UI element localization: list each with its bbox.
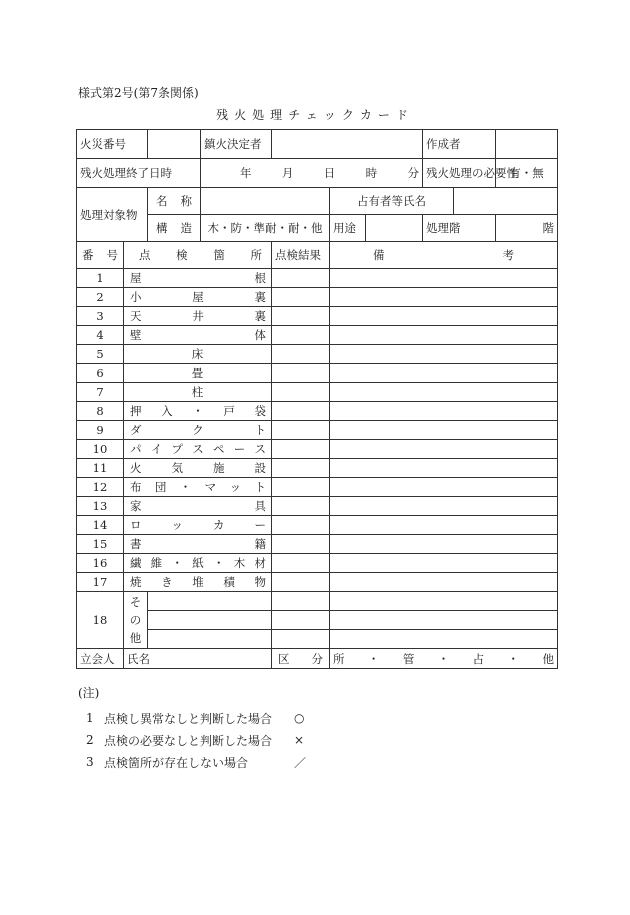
remarks-cell[interactable]	[330, 554, 558, 573]
other-place-cell[interactable]	[148, 630, 272, 649]
table-row	[77, 383, 558, 402]
result-cell[interactable]	[272, 383, 330, 402]
category-option: ・	[437, 651, 450, 666]
floor-label: 処理階	[423, 215, 496, 242]
item-number: 14	[77, 516, 124, 535]
note-symbol: ×	[294, 733, 305, 747]
remarks-column-header: 備 考	[330, 242, 558, 269]
result-cell[interactable]	[272, 554, 330, 573]
category-option: ・	[367, 651, 380, 666]
usage-value[interactable]	[366, 215, 423, 242]
fire-decider-value[interactable]	[272, 130, 423, 159]
remarks-cell[interactable]	[330, 402, 558, 421]
notes	[78, 684, 306, 773]
item-place: 壁 体	[124, 326, 272, 345]
item-place: 天 井 裏	[124, 307, 272, 326]
other-place-cell[interactable]	[148, 611, 272, 630]
other-place-cell[interactable]	[148, 592, 272, 611]
floor-value[interactable]: 階	[496, 215, 558, 242]
fire-number-value[interactable]	[148, 130, 201, 159]
result-cell[interactable]	[272, 611, 330, 630]
result-cell[interactable]	[272, 307, 330, 326]
category-option: ・	[507, 651, 520, 666]
item-number: 18	[77, 592, 124, 649]
result-cell[interactable]	[272, 630, 330, 649]
check-card-table	[76, 129, 558, 669]
remarks-cell[interactable]	[330, 345, 558, 364]
table-row	[77, 307, 558, 326]
note-symbol: ○	[294, 711, 305, 725]
table-row	[77, 326, 558, 345]
result-cell[interactable]	[272, 573, 330, 592]
item-place: 屋 根	[124, 269, 272, 288]
remarks-cell[interactable]	[330, 592, 558, 611]
witness-name-label: 氏名	[127, 651, 150, 666]
table-row	[77, 516, 558, 535]
item-place: 繊 維 ・ 紙 ・ 木 材	[124, 554, 272, 573]
item-number: 6	[77, 364, 124, 383]
note-item	[86, 707, 306, 729]
item-number: 1	[77, 269, 124, 288]
item-place: ロ ッ カ ー	[124, 516, 272, 535]
table-row	[77, 440, 558, 459]
structure-options[interactable]: 木・防・準耐・耐・他	[201, 215, 330, 242]
remarks-cell[interactable]	[330, 573, 558, 592]
target-label: 処理対象物	[77, 188, 148, 242]
notes-heading: (注)	[78, 686, 100, 700]
day-unit: 日	[323, 166, 336, 180]
item-place: 押 入 ・ 戸 袋	[124, 402, 272, 421]
item-place: 柱	[124, 383, 272, 402]
remarks-cell[interactable]	[330, 459, 558, 478]
item-place: 火 気 施 設	[124, 459, 272, 478]
item-number: 16	[77, 554, 124, 573]
hour-unit: 時	[365, 166, 378, 180]
target-name-label: 名 称	[148, 188, 201, 215]
note-text: 点検の必要なしと判断した場合	[104, 733, 273, 748]
note-number: 3	[86, 755, 94, 769]
note-text: 点検し異常なしと判断した場合	[104, 711, 273, 726]
item-number: 9	[77, 421, 124, 440]
occupant-value[interactable]	[454, 188, 558, 215]
result-cell[interactable]	[272, 535, 330, 554]
witness-label: 立会人	[77, 649, 124, 669]
creator-value[interactable]	[496, 130, 558, 159]
place-column-header: 点 検 箇 所	[124, 242, 272, 269]
remarks-cell[interactable]	[330, 364, 558, 383]
item-place: ダ ク ト	[124, 421, 272, 440]
minute-unit: 分	[407, 166, 419, 180]
item-place: 小 屋 裏	[124, 288, 272, 307]
category-options[interactable]	[330, 649, 558, 669]
result-cell[interactable]	[272, 478, 330, 497]
note-number: 2	[86, 733, 94, 747]
remarks-cell[interactable]	[330, 288, 558, 307]
table-row	[77, 421, 558, 440]
item-number: 4	[77, 326, 124, 345]
result-cell[interactable]	[272, 345, 330, 364]
result-cell[interactable]	[272, 440, 330, 459]
table-row	[77, 364, 558, 383]
item-number: 5	[77, 345, 124, 364]
year-unit: 年	[240, 166, 252, 180]
item-place: 書 籍	[124, 535, 272, 554]
result-cell[interactable]	[272, 497, 330, 516]
result-cell[interactable]	[272, 326, 330, 345]
note-item	[86, 729, 306, 751]
remarks-cell[interactable]	[330, 307, 558, 326]
table-row	[77, 288, 558, 307]
result-cell[interactable]	[272, 592, 330, 611]
form-number: 様式第2号(第7条関係)	[78, 86, 199, 100]
month-unit: 月	[281, 166, 294, 180]
remarks-cell[interactable]	[330, 497, 558, 516]
remarks-cell[interactable]	[330, 440, 558, 459]
result-cell[interactable]	[272, 269, 330, 288]
table-row	[77, 535, 558, 554]
creator-label: 作成者	[423, 130, 496, 159]
item-number: 17	[77, 573, 124, 592]
item-place: 家 具	[124, 497, 272, 516]
table-row	[77, 345, 558, 364]
fire-decider-label: 鎮火決定者	[201, 130, 272, 159]
remarks-cell[interactable]	[330, 611, 558, 630]
remarks-cell[interactable]	[330, 630, 558, 649]
number-column-header: 番 号	[77, 242, 124, 269]
target-name-value[interactable]	[201, 188, 330, 215]
category-option: 他	[542, 651, 554, 666]
remarks-cell[interactable]	[330, 383, 558, 402]
item-number: 2	[77, 288, 124, 307]
note-symbol: ／	[294, 755, 307, 770]
item-place: 畳	[124, 364, 272, 383]
table-row	[77, 573, 558, 592]
item-number: 10	[77, 440, 124, 459]
category-option: 所	[333, 651, 345, 666]
witness-name-cell[interactable]	[124, 649, 272, 669]
category-label: 区 分	[272, 649, 330, 669]
table-row	[77, 269, 558, 288]
category-option: 占	[472, 651, 485, 666]
fire-number-label: 火災番号	[77, 130, 148, 159]
remarks-cell[interactable]	[330, 478, 558, 497]
category-option: 管	[402, 651, 415, 666]
result-cell[interactable]	[272, 288, 330, 307]
result-cell[interactable]	[272, 459, 330, 478]
necessity-label: 残火処理の必要性	[423, 159, 496, 188]
item-place: パ イ プ ス ペ ー ス	[124, 440, 272, 459]
target-structure-label: 構 造	[148, 215, 201, 242]
item-place: 焼 き 堆 積 物	[124, 573, 272, 592]
table-row	[77, 554, 558, 573]
item-number: 12	[77, 478, 124, 497]
item-place: 床	[124, 345, 272, 364]
result-column-header: 点検結果	[272, 242, 330, 269]
remarks-cell[interactable]	[330, 421, 558, 440]
occupant-label: 占有者等氏名	[330, 188, 454, 215]
table-row	[77, 402, 558, 421]
necessity-yes-no[interactable]: 有・無	[496, 159, 558, 188]
result-cell[interactable]	[272, 364, 330, 383]
remarks-cell[interactable]	[330, 516, 558, 535]
table-row	[77, 478, 558, 497]
remarks-cell[interactable]	[330, 326, 558, 345]
usage-label: 用途	[330, 215, 366, 242]
other-label: そ の 他	[124, 592, 148, 649]
end-datetime-value[interactable]	[201, 159, 423, 188]
item-number: 3	[77, 307, 124, 326]
end-datetime-label: 残火処理終了日時	[77, 159, 201, 188]
remarks-cell[interactable]	[330, 535, 558, 554]
result-cell[interactable]	[272, 516, 330, 535]
table-row	[77, 497, 558, 516]
note-text: 点検箇所が存在しない場合	[104, 755, 249, 770]
remarks-cell[interactable]	[330, 269, 558, 288]
result-cell[interactable]	[272, 402, 330, 421]
note-item	[86, 751, 306, 773]
item-number: 7	[77, 383, 124, 402]
result-cell[interactable]	[272, 421, 330, 440]
item-number: 15	[77, 535, 124, 554]
item-number: 11	[77, 459, 124, 478]
table-row	[77, 459, 558, 478]
item-number: 13	[77, 497, 124, 516]
item-place: 布 団 ・ マ ッ ト	[124, 478, 272, 497]
form-title: 残火処理チェックカード	[216, 108, 414, 122]
note-number: 1	[86, 711, 94, 725]
item-number: 8	[77, 402, 124, 421]
